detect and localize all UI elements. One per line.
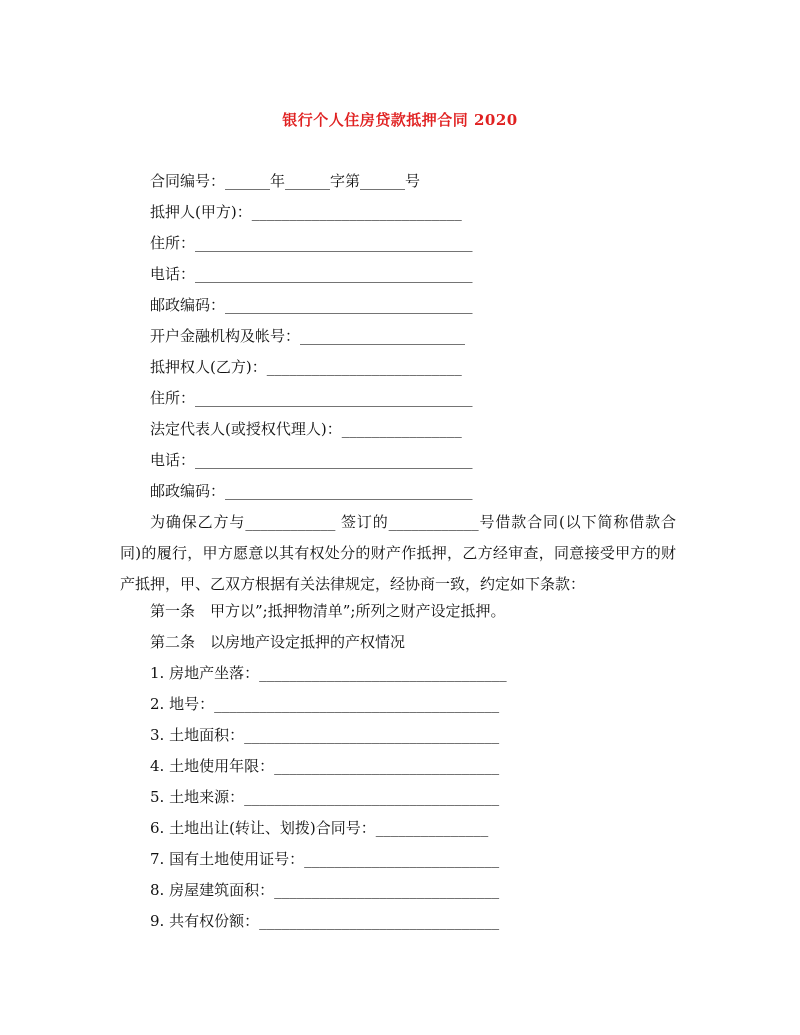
mortgagor-line: 抵押人(甲方)：____________________________ — [150, 203, 462, 221]
mortgagor-address-line: 住所：_____________________________________ — [150, 234, 473, 252]
mortgagor-phone-line: 电话：_____________________________________ — [150, 265, 473, 283]
mortgagee-postcode-line: 邮政编码：_________________________________ — [150, 482, 473, 500]
item-co-ownership-share: 9. 共有权份额：________________________________ — [150, 912, 500, 930]
article-2: 第二条 以房地产设定抵押的产权情况 — [150, 633, 406, 651]
mortgagee-phone-line: 电话：_____________________________________ — [150, 451, 473, 469]
item-land-source: 5. 土地来源：__________________________________ — [150, 788, 500, 806]
legal-representative-line: 法定代表人(或授权代理人)：________________ — [150, 420, 462, 438]
article-1: 第一条 甲方以”;抵押物清单”;所列之财产设定抵押。 — [150, 602, 506, 620]
contract-number-line: 合同编号：______年______字第______号 — [150, 172, 421, 190]
document-title: 银行个人住房贷款抵押合同 2020 — [282, 111, 518, 129]
item-land-area: 3. 土地面积：__________________________________ — [150, 726, 500, 744]
item-building-area: 8. 房屋建筑面积：______________________________ — [150, 881, 500, 899]
mortgagee-line: 抵押权人(乙方)：__________________________ — [150, 358, 462, 376]
mortgagee-address-line: 住所：_____________________________________ — [150, 389, 473, 407]
intro-paragraph: 为确保乙方与____________ 签订的____________号借款合同(以下简称借款合同)的履行，甲方愿意以其有权处分的财产作抵押，乙方经审查，同意接受甲方的财产抵押，甲、乙双方根据有关法律规定，经协商一致，约定如下条款： — [120, 513, 676, 593]
mortgagor-postcode-line: 邮政编码：_________________________________ — [150, 296, 473, 314]
item-grant-contract-number: 6. 土地出让(转让、划拨)合同号：_______________ — [150, 819, 489, 837]
item-land-certificate-number: 7. 国有土地使用证号：__________________________ — [150, 850, 500, 868]
item-lot-number: 2. 地号：______________________________________ — [150, 695, 500, 713]
item-location: 1. 房地产坐落：_________________________________ — [150, 664, 507, 682]
item-land-term: 4. 土地使用年限：______________________________ — [150, 757, 500, 775]
bank-account-line: 开户金融机构及帐号：______________________ — [150, 327, 466, 345]
